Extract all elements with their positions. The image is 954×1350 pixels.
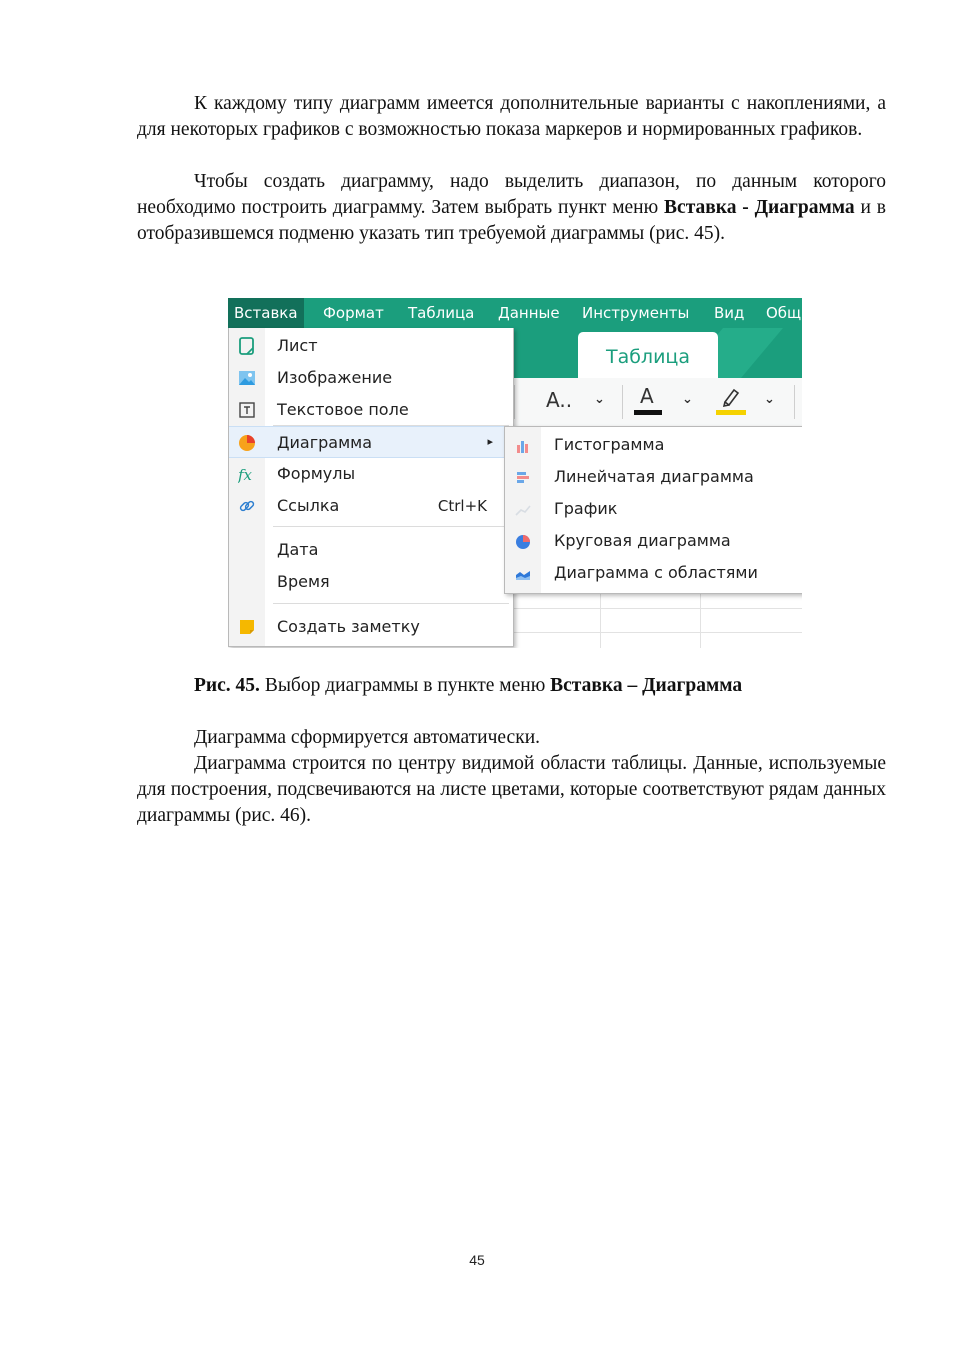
highlighter-icon[interactable]	[719, 386, 743, 412]
submenu-arrow-icon: ▸	[487, 435, 493, 448]
pie-icon	[515, 534, 531, 548]
submenu-item-pie-chart[interactable]	[505, 525, 802, 557]
figure-caption	[194, 673, 742, 699]
menubar-item-general[interactable]: Общ	[766, 304, 802, 322]
menu-item-formulas[interactable]	[229, 458, 513, 490]
insert-menu	[228, 328, 514, 647]
chevron-down-icon[interactable]: ⌄	[682, 392, 693, 407]
submenu-item-label: Линейчатая диаграмма	[554, 467, 754, 486]
menu-item-label: Изображение	[277, 368, 393, 387]
chart-submenu	[504, 426, 802, 594]
toolbar-divider	[622, 385, 623, 419]
caption-label: Рис. 45.	[194, 675, 260, 696]
menu-item-text-box[interactable]	[229, 394, 513, 426]
sheet-icon	[238, 337, 256, 355]
paragraph-1-text: К каждому типу диаграмм имеется дополнительные варианты с накоплениями, а для некоторых графиков с возможностью показа маркеров и нормированных графиков.	[137, 93, 886, 140]
menu-item-label: Ссылка	[277, 496, 340, 515]
menubar-item-format[interactable]: Формат	[323, 304, 384, 322]
menu-item-time[interactable]	[229, 566, 513, 598]
line-chart-icon	[515, 502, 531, 516]
text-box-icon	[238, 401, 256, 419]
paragraph-4-text: Диаграмма строится по центру видимой области таблицы. Данные, используемые для построения, подсвечиваются на листе цветами, которые соответствуют рядам данных диаграммы (рис. 46).	[137, 753, 886, 826]
paragraph-2-text: Чтобы создать диаграмму, надо выделить диапазон, по данным которого необходимо построить диаграмму. Затем выбрать пункт меню	[137, 171, 886, 218]
note-icon	[238, 618, 256, 636]
submenu-item-label: Круговая диаграмма	[554, 531, 731, 550]
submenu-item-histogram[interactable]	[505, 429, 802, 461]
menu-item-create-note[interactable]	[229, 611, 513, 643]
paragraph-2-text-end: и в отобразившемся подменю указать тип требуемой диаграммы (рис. 45).	[137, 197, 886, 244]
menubar-item-data[interactable]: Данные	[498, 304, 560, 322]
tab-table[interactable]: Таблица	[578, 332, 718, 378]
menubar	[228, 298, 802, 328]
font-size-button[interactable]: A..	[546, 388, 573, 412]
font-color-button[interactable]: A	[640, 384, 654, 408]
link-icon	[238, 497, 256, 515]
chevron-down-icon[interactable]: ⌄	[764, 392, 775, 407]
toolbar	[512, 378, 802, 427]
menubar-item-table[interactable]: Таблица	[408, 304, 475, 322]
menu-item-label: Формулы	[277, 464, 356, 483]
menu-item-label: Создать заметку	[277, 617, 420, 636]
menu-item-chart[interactable]	[229, 426, 513, 458]
menubar-item-view[interactable]: Вид	[714, 304, 745, 322]
paragraph-4	[137, 751, 886, 829]
menu-separator	[273, 526, 509, 527]
ribbon-header	[512, 328, 802, 378]
spreadsheet-grid[interactable]	[512, 594, 802, 648]
menu-item-label: Диаграмма	[277, 433, 373, 452]
submenu-item-label: Диаграмма с областями	[554, 563, 758, 582]
menu-item-image[interactable]	[229, 362, 513, 394]
menu-path-bold: Вставка - Диаграмма	[664, 197, 855, 218]
submenu-item-label: Гистограмма	[554, 435, 665, 454]
caption-text: Выбор диаграммы в пункте меню	[259, 675, 551, 696]
menu-item-link[interactable]	[229, 490, 513, 522]
highlight-color-swatch	[716, 410, 746, 415]
submenu-item-area-chart[interactable]	[505, 557, 802, 589]
page-number: 45	[469, 1252, 485, 1268]
menu-item-label: Лист	[277, 336, 318, 355]
paragraph-3-text: Диаграмма сформируется автоматически.	[194, 727, 541, 748]
screenshot-figure	[228, 298, 802, 648]
menu-item-label: Текстовое поле	[277, 400, 409, 419]
bar-chart-icon	[515, 470, 531, 484]
submenu-item-line-chart[interactable]	[505, 493, 802, 525]
menubar-item-tools[interactable]: Инструменты	[582, 304, 690, 322]
submenu-item-label: График	[554, 499, 618, 518]
histogram-icon	[515, 438, 531, 452]
paragraph-3	[137, 725, 886, 751]
caption-bold: Вставка – Диаграмма	[550, 675, 743, 696]
submenu-item-bar-chart[interactable]	[505, 461, 802, 493]
menu-separator	[273, 603, 509, 604]
svg-text:fx: fx	[238, 466, 253, 483]
formula-icon	[238, 465, 256, 483]
image-icon	[238, 369, 256, 387]
menubar-item-insert[interactable]: Вставка	[228, 298, 304, 328]
menu-item-date[interactable]	[229, 534, 513, 566]
paragraph-1	[137, 91, 886, 143]
menu-item-sheet[interactable]	[229, 330, 513, 362]
chevron-down-icon[interactable]: ⌄	[594, 392, 605, 407]
menu-item-label: Время	[277, 572, 330, 591]
toolbar-divider	[514, 385, 515, 419]
menu-item-label: Дата	[277, 540, 319, 559]
paragraph-2	[137, 169, 886, 247]
toolbar-divider	[794, 385, 795, 419]
area-chart-icon	[515, 566, 531, 580]
shortcut-label: Ctrl+K	[437, 497, 487, 515]
pie-chart-icon	[238, 434, 256, 452]
font-color-swatch	[634, 410, 662, 415]
